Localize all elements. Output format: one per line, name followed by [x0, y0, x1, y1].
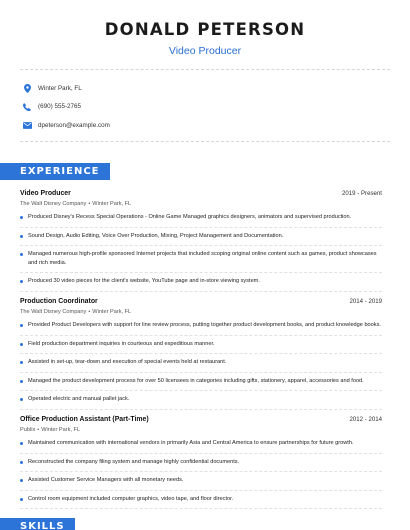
resume-header	[0, 0, 410, 57]
bullet-item: Managed numerous high-profile sponsored Internet projects that included scoping original online content such as games, product showcases and rich media.	[20, 250, 382, 273]
job-entry	[20, 190, 382, 292]
job-company-line: Publix • Winter Park, FL	[20, 426, 81, 433]
job-dates: 2014 - 2019	[349, 297, 382, 305]
job-title: Production Coordinator	[20, 297, 98, 305]
bullet-item: Maintained communication with international vendors in primarily Asia and Central America to ensure partnerships for future growth.	[20, 439, 382, 454]
section-heading-experience: EXPERIENCE	[0, 163, 110, 180]
contact-location-text: Winter Park, FL	[38, 84, 82, 92]
bullet-item: Managed the product development process for over 50 licensees in categories including gifts, stationery, apparel, accessories and food.	[20, 377, 382, 392]
job-company: The Walt Disney Company	[20, 201, 87, 207]
job-location: Winter Park, FL	[92, 201, 132, 207]
job-company: The Walt Disney Company	[20, 308, 87, 315]
job-location: Winter Park, FL	[92, 308, 132, 315]
contact-divider	[20, 141, 390, 142]
bullet-item: Provided Product Developers with support for line review process, putting together product development books, and product knowledge books.	[20, 321, 382, 336]
job-dates: 2019 - Present	[342, 190, 382, 197]
job-bullets	[20, 439, 382, 509]
location-pin-icon	[22, 83, 32, 93]
envelope-icon	[22, 120, 32, 130]
candidate-name: DONALD PETERSON	[104, 20, 306, 39]
contact-list	[0, 70, 410, 135]
bullet-item: Assisted in set-up, tear-down and execution of special events held at restaurant.	[20, 358, 382, 373]
bullet-item: Operated electric and manual pallet jack.	[20, 395, 382, 410]
contact-email	[22, 116, 410, 135]
job-bullets	[20, 321, 382, 410]
contact-location	[22, 79, 410, 98]
job-location: Winter Park, FL	[41, 426, 81, 433]
bullet-item: Field production department inquiries in courteous and expeditious manner.	[20, 340, 382, 355]
job-title-heading: Video Producer	[168, 45, 242, 57]
contact-phone-link[interactable]: (690) 555-2765	[38, 103, 82, 111]
job-dates: 2012 - 2014	[349, 415, 382, 423]
job-company: Publix	[20, 426, 36, 433]
bullet-item: Reconstructed the company filing system and manage highly confidential documents.	[20, 458, 382, 473]
job-company-line: The Walt Disney Company • Winter Park, FL	[20, 201, 132, 207]
job-title: Video Producer	[20, 190, 71, 197]
bullet-item: Control room equipment included computer graphics, video tape, and floor director.	[20, 495, 382, 510]
section-heading-skills: SKILLS	[0, 518, 75, 530]
phone-icon	[22, 102, 32, 112]
bullet-item: Sound Design, Audio Editing, Voice Over Production, Mixing, Project Management and Documentation.	[20, 232, 382, 247]
bullet-item: Produced Disney's Recess Special Operations - Online Game Managed graphics designers, animators and supervised production.	[20, 213, 382, 228]
job-bullets	[20, 213, 382, 292]
job-entry	[20, 416, 382, 509]
contact-phone	[22, 98, 410, 117]
job-entry	[20, 298, 382, 410]
experience-list	[20, 190, 382, 515]
bullet-item: Assisted Customer Service Managers with all monetary needs.	[20, 476, 382, 491]
job-title: Office Production Assistant (Part-Time)	[20, 415, 149, 423]
job-company-line: The Walt Disney Company • Winter Park, FL	[20, 308, 132, 315]
contact-email-link[interactable]: dpeterson@example.com	[38, 121, 110, 129]
bullet-item: Produced 30 video pieces for the client's website, YouTube page and in-store viewing system.	[20, 277, 382, 292]
